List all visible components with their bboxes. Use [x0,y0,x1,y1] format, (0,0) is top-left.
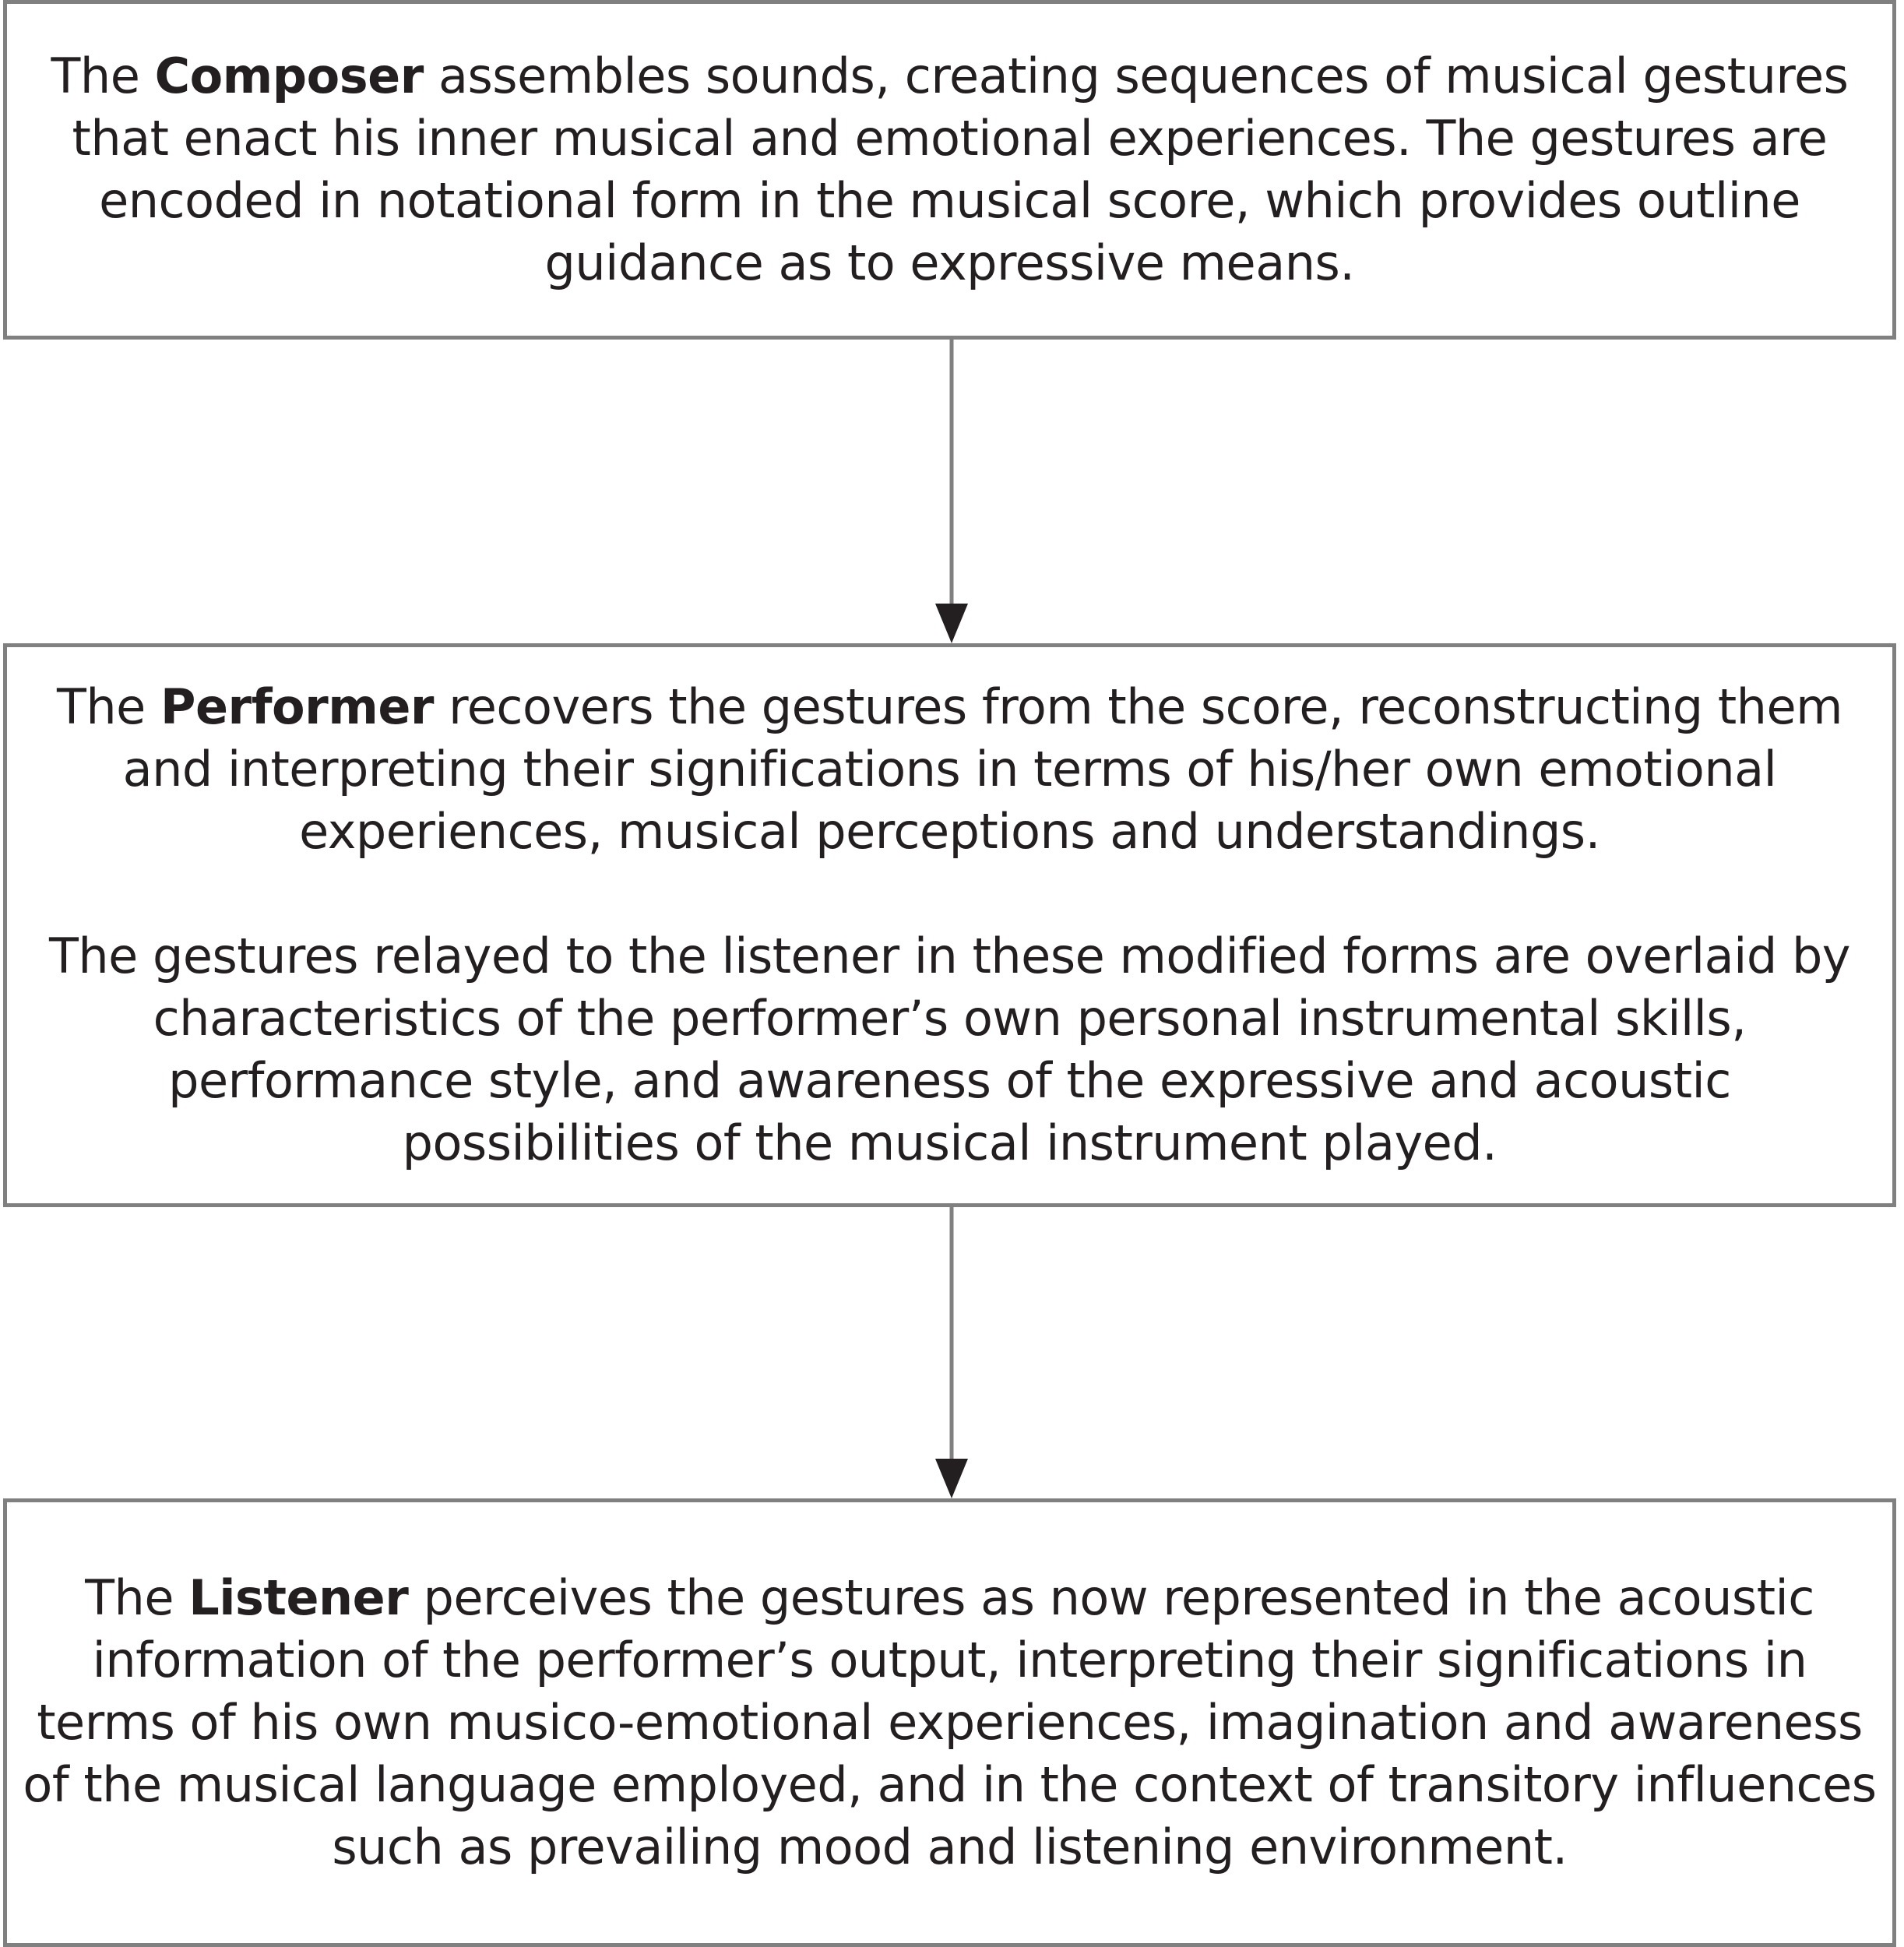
performer-lead: The [56,678,160,735]
arrow-composer-to-performer-head [935,604,968,643]
listener-label: Listener [188,1569,409,1626]
performer-label: Performer [160,678,434,735]
listener-description [23,1567,1877,1878]
composer-text: assembles sounds, creating sequences of musical gestures that enact his inner musical and emotional experiences. The gestures are encoded in notational form in the musical score, which provides outline guidance as to expressive means. [72,48,1849,291]
arrow-performer-to-listener-head [935,1459,968,1498]
composer-description [23,45,1877,294]
listener-lead: The [85,1569,189,1626]
composer-label: Composer [154,48,424,104]
listener-text: perceives the gestures as now represented in the acoustic information of the performer’s output, interpreting their significations in terms of his own musico-emotional experiences, imagination and awareness of the musical language employed, and in the context of transitory influences such as prevailing mood and listening environment. [23,1569,1877,1875]
composer-box [3,0,1896,340]
performer-box [3,643,1896,1207]
performer-text: recovers the gestures from the score, reconstructing them and interpreting their significations in terms of his/her own emotional experiences, musical perceptions and understandings. [122,678,1843,860]
listener-box [3,1498,1896,1947]
performer-description [23,676,1877,863]
composer-lead: The [51,48,155,104]
performer-paragraph-2: The gestures relayed to the listener in these modified forms are overlaid by characteristics of the performer’s own personal instrumental skills, performance style, and awareness of the expressive and acoustic possibilities of the musical instrument played. [48,928,1850,1171]
